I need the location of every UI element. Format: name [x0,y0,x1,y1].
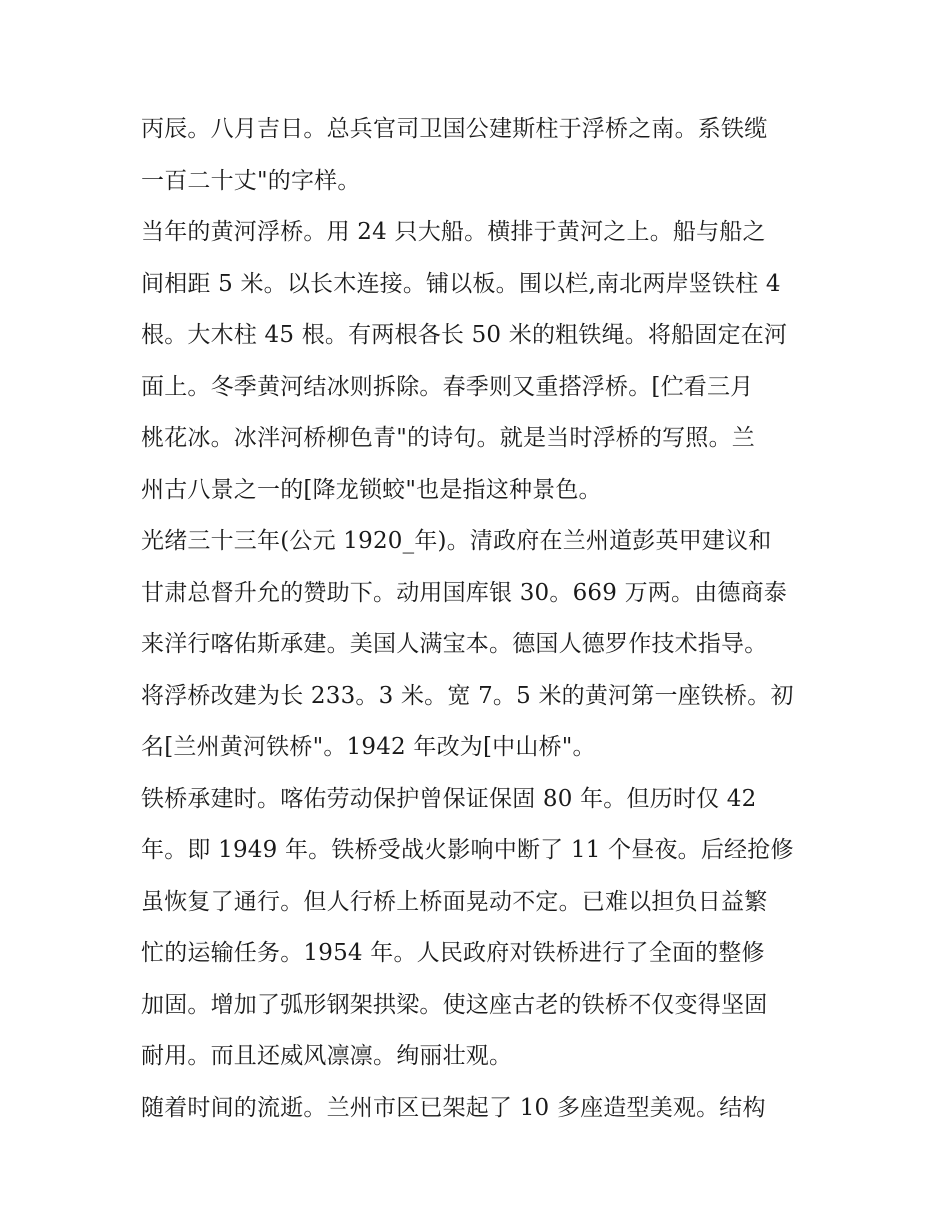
text-line: 年。即 1949 年。铁桥受战火影响中断了 11 个昼夜。后经抢修 [141,837,794,863]
text-line: 面上。冬季黄河结冰则拆除。春季则又重搭浮桥。[伫看三月 [141,373,754,400]
text-line: 随着时间的流逝。兰州市区已架起了 10 多座造型美观。结构 [141,1094,766,1121]
text-line: 州古八景之一的[降龙锁蛟"也是指这种景色。 [141,476,602,503]
text-line: 铁桥承建时。喀佑劳动保护曾保证保固 80 年。但历时仅 42 [141,785,757,812]
text-line: 丙辰。八月吉日。总兵官司卫国公建斯柱于浮桥之南。系铁缆 [141,116,768,142]
text-line: 加固。增加了弧形钢架拱梁。使这座古老的铁桥不仅变得坚固 [141,991,768,1018]
text-line: 将浮桥改建为长 233。3 米。宽 7。5 米的黄河第一座铁桥。初 [141,682,794,709]
text-line: 一百二十丈"的字样。 [141,167,361,194]
text-line: 间相距 5 米。以长木连接。铺以板。围以栏,南北两岸竖铁柱 4 [141,270,781,297]
text-line: 根。大木柱 45 根。有两根各长 50 米的粗铁绳。将船固定在河 [141,322,788,348]
text-line: 当年的黄河浮桥。用 24 只大船。横排于黄河之上。船与船之 [141,219,766,245]
text-line: 甘肃总督升允的赞助下。动用国库银 30。669 万两。由德商泰 [141,579,787,606]
text-line: 光绪三十三年(公元 1920_年)。清政府在兰州道彭英甲建议和 [141,528,772,554]
document-body [141,104,821,1134]
text-line: 名[兰州黄河铁桥"。1942 年改为[中山桥"。 [141,734,596,760]
text-line: 忙的运输任务。1954 年。人民政府对铁桥进行了全面的整修 [141,940,765,966]
text-line: 虽恢复了通行。但人行桥上桥面晃动不定。已难以担负日益繁 [141,888,768,915]
text-line: 来洋行喀佑斯承建。美国人满宝本。德国人德罗作技术指导。 [141,631,768,657]
text-line: 桃花冰。冰泮河桥柳色青"的诗句。就是当时浮桥的写照。兰 [141,425,755,451]
text-line: 耐用。而且还威风凛凛。绚丽壮观。 [141,1043,513,1069]
